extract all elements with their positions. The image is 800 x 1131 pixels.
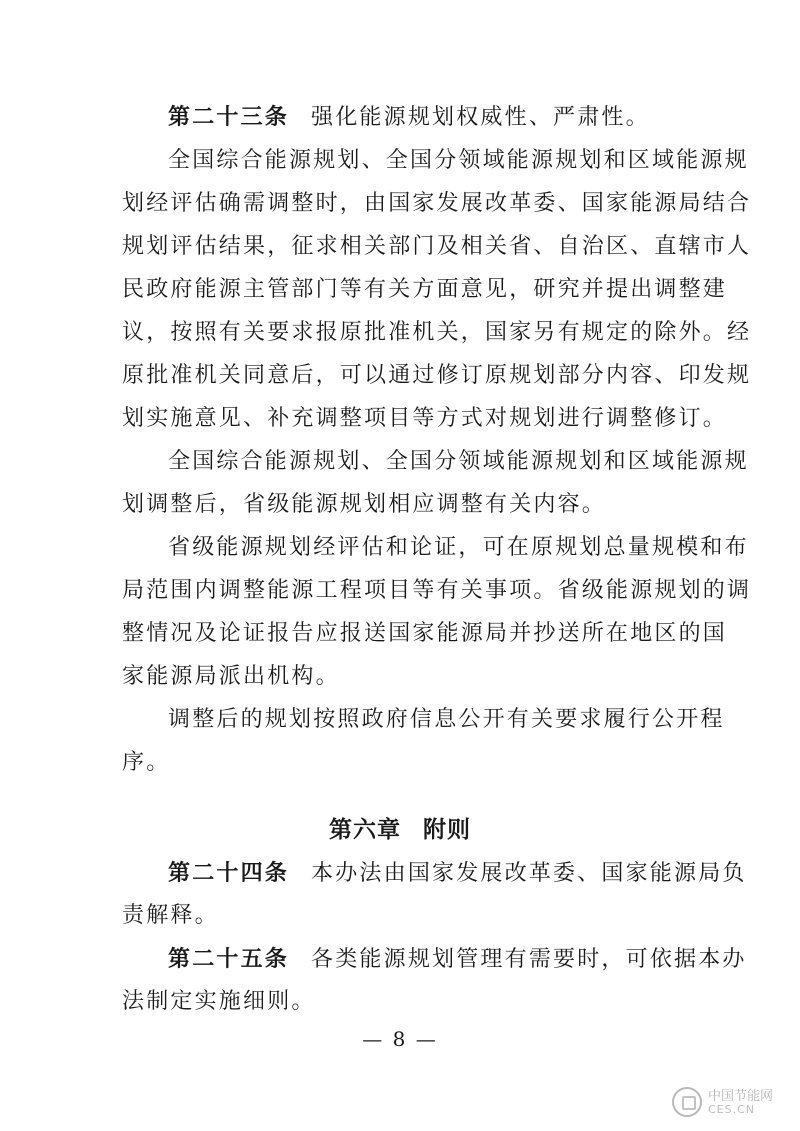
chapter-number: 第六章 [329,817,401,843]
article-24-line-2: 责解释。 [122,903,219,928]
paragraph-1-line-2: 划经评估确需调整时，由国家发展改革委、国家能源局结合 [122,191,752,216]
paragraph-1-line-4: 民政府能源主管部门等有关方面意见，研究并提出调整建 [122,277,728,302]
paragraph-1-line-6: 原批准机关同意后，可以通过修订原规划部分内容、印发规 [122,363,752,388]
paragraph-3-line-3: 整情况及论证报告应报送国家能源局并抄送所在地区的国 [122,621,728,646]
paragraph-3-line-2: 局范围内调整能源工程项目等有关事项。省级能源规划的调 [122,578,752,603]
watermark-name: 中国节能网 [708,1089,774,1104]
chapter-name: 附则 [423,817,471,843]
article-25-label: 第二十五条 [168,946,290,972]
paragraph-4-line-1: 调整后的规划按照政府信息公开有关要求履行公开程 [168,707,725,732]
page-number: — 8 — [362,1027,438,1051]
watermark-domain: CES.CN [708,1103,756,1116]
article-23-label: 第二十三条 [168,104,290,130]
paragraph-4-line-2: 序。 [122,750,171,775]
watermark [672,1083,782,1123]
paragraph-1-line-7: 划实施意见、补充调整项目等方式对规划进行调整修订。 [122,406,728,431]
paragraph-2-line-1: 全国综合能源规划、全国分领域能源规划和区域能源规 [168,449,749,474]
article-25-line-1 [168,944,747,975]
paragraph-3-line-4: 家能源局派出机构。 [122,664,340,689]
article-24-label: 第二十四条 [168,860,290,886]
article-24-text: 本办法由国家发展改革委、国家能源局负 [311,861,747,886]
paragraph-1-line-3: 规划评估结果，征求相关部门及相关省、自治区、直辖市人 [122,234,752,259]
article-23-heading-line [168,102,650,133]
article-25-line-2: 法制定实施细则。 [122,989,316,1014]
chapter-title [0,815,800,845]
watermark-logo-icon [672,1087,702,1117]
paragraph-2-line-2: 划调整后，省级能源规划相应调整有关内容。 [122,492,607,517]
paragraph-1-line-5: 议，按照有关要求报原批准机关，国家另有规定的除外。经 [122,320,752,345]
paragraph-3-line-1: 省级能源规划经评估和论证，可在原规划总量规模和布 [168,535,749,560]
article-23-title: 强化能源规划权威性、严肃性。 [311,105,650,130]
article-25-text: 各类能源规划管理有需要时，可依据本办 [311,947,747,972]
paragraph-1-line-1: 全国综合能源规划、全国分领域能源规划和区域能源规 [168,148,749,173]
article-24-line-1 [168,858,747,889]
